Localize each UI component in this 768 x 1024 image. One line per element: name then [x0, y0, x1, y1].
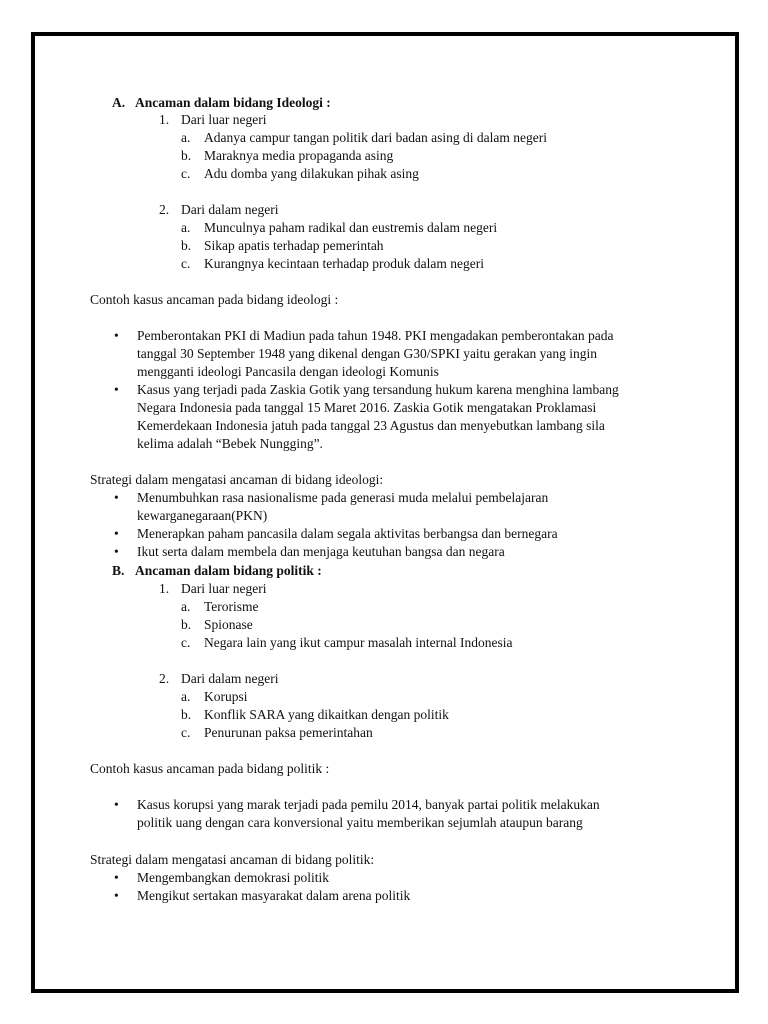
case-line: tanggal 30 September 1948 yang dikenal dengan G30/SPKI yaitu gerakan yang ingin [137, 346, 598, 361]
strategy-line: Mengikut sertakan masyarakat dalam arena politik [137, 888, 411, 903]
strategy-heading-ideologi: Strategi dalam mengatasi ancaman di bidang ideologi: [90, 472, 384, 487]
list-item-marker: c. [181, 166, 191, 181]
bullet: • [114, 526, 119, 541]
strategy-line: Menerapkan paham pancasila dalam segala aktivitas berbangsa dan bernegara [137, 526, 558, 541]
section-a-sub1-label: Dari luar negeri [181, 112, 267, 127]
section-b-title: Ancaman dalam bidang politik : [135, 563, 322, 578]
bullet: • [114, 382, 119, 397]
list-item: Terorisme [204, 599, 259, 614]
section-a-sub2-label: Dari dalam negeri [181, 202, 279, 217]
list-item-marker: a. [181, 220, 191, 235]
bullet: • [114, 797, 119, 812]
case-line: Kasus korupsi yang marak terjadi pada pemilu 2014, banyak partai politik melakukan [137, 797, 600, 812]
section-a-marker: A. [112, 95, 126, 110]
section-b-sub2-marker: 2. [159, 671, 170, 686]
list-item: Negara lain yang ikut campur masalah internal Indonesia [204, 635, 513, 650]
bullet: • [114, 328, 119, 343]
section-b-sub1-marker: 1. [159, 581, 170, 596]
list-item: Munculnya paham radikal dan eustremis dalam negeri [204, 220, 498, 235]
section-b-marker: B. [112, 563, 125, 578]
bullet: • [114, 544, 119, 559]
section-a-sub1-marker: 1. [159, 112, 170, 127]
list-item-marker: a. [181, 689, 191, 704]
case-line: mengganti ideologi Pancasila dengan ideologi Komunis [137, 364, 439, 379]
strategy-line: Ikut serta dalam membela dan menjaga keutuhan bangsa dan negara [137, 544, 505, 559]
list-item-marker: a. [181, 599, 191, 614]
list-item: Korupsi [204, 689, 248, 704]
bullet: • [114, 888, 119, 903]
strategy-line: kewarganegaraan(PKN) [137, 508, 268, 523]
case-line: kelima adalah “Bebek Nungging”. [137, 436, 323, 451]
list-item: Sikap apatis terhadap pemerintah [204, 238, 384, 253]
list-item: Maraknya media propaganda asing [204, 148, 394, 163]
list-item: Kurangnya kecintaan terhadap produk dalam negeri [204, 256, 485, 271]
list-item-marker: b. [181, 707, 192, 722]
list-item-marker: b. [181, 238, 192, 253]
case-line: Negara Indonesia pada tanggal 15 Maret 2016. Zaskia Gotik mengatakan Proklamasi [137, 400, 597, 415]
list-item: Adu domba yang dilakukan pihak asing [204, 166, 419, 181]
list-item: Adanya campur tangan politik dari badan asing di dalam negeri [204, 130, 548, 145]
case-line: Kemerdekaan Indonesia jatuh pada tanggal 23 Agustus dan menyebutkan lambang sila [137, 418, 605, 433]
section-b-sub2-label: Dari dalam negeri [181, 671, 279, 686]
section-b-sub1-label: Dari luar negeri [181, 581, 267, 596]
section-a-sub2-marker: 2. [159, 202, 170, 217]
list-item-marker: b. [181, 148, 192, 163]
list-item-marker: b. [181, 617, 192, 632]
list-item-marker: c. [181, 635, 191, 650]
list-item-marker: c. [181, 725, 191, 740]
strategy-line: Mengembangkan demokrasi politik [137, 870, 329, 885]
case-line: politik uang dengan cara konversional yaitu memberikan sejumlah ataupun barang [137, 815, 583, 830]
bullet: • [114, 490, 119, 505]
list-item: Konflik SARA yang dikaitkan dengan politik [204, 707, 449, 722]
list-item-marker: c. [181, 256, 191, 271]
bullet: • [114, 870, 119, 885]
list-item: Spionase [204, 617, 253, 632]
case-line: Pemberontakan PKI di Madiun pada tahun 1948. PKI mengadakan pemberontakan pada [137, 328, 614, 343]
cases-heading-politik: Contoh kasus ancaman pada bidang politik : [90, 761, 330, 776]
list-item-marker: a. [181, 130, 191, 145]
section-a-title: Ancaman dalam bidang Ideologi : [135, 95, 331, 110]
list-item: Penurunan paksa pemerintahan [204, 725, 373, 740]
case-line: Kasus yang terjadi pada Zaskia Gotik yang tersandung hukum karena menghina lambang [137, 382, 619, 397]
strategy-heading-politik: Strategi dalam mengatasi ancaman di bidang politik: [90, 852, 375, 867]
strategy-line: Menumbuhkan rasa nasionalisme pada generasi muda melalui pembelajaran [137, 490, 549, 505]
cases-heading-ideologi: Contoh kasus ancaman pada bidang ideologi : [90, 292, 339, 307]
